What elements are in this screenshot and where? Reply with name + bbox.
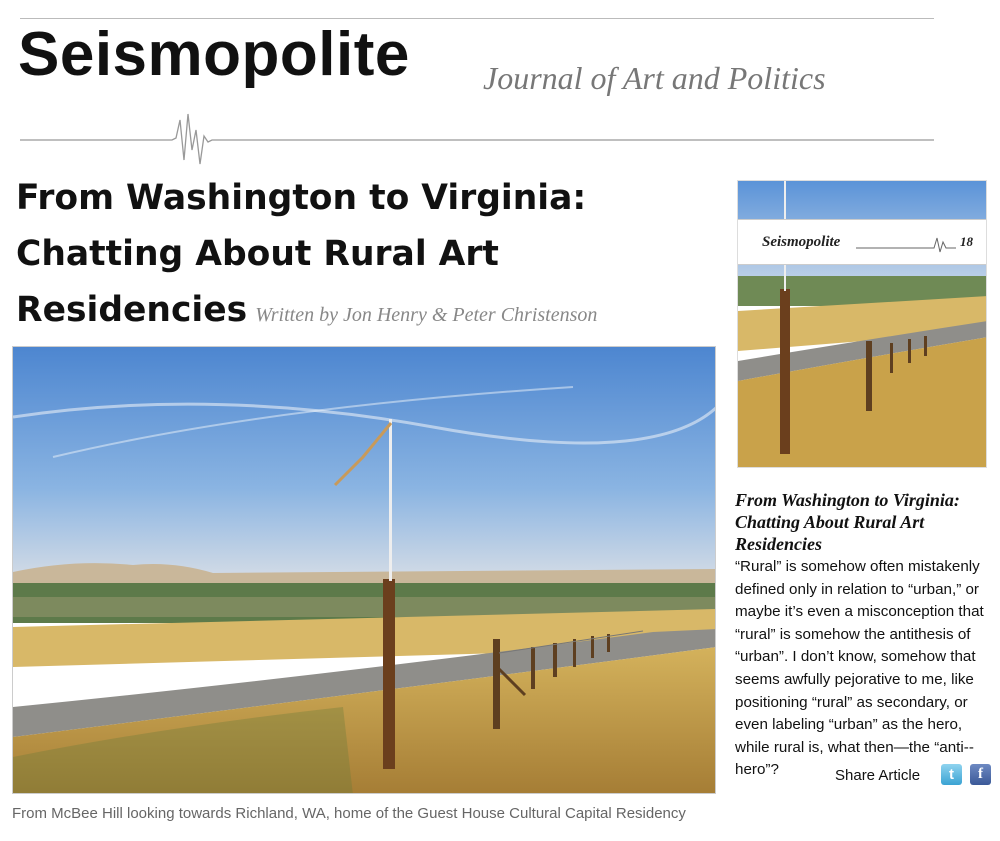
share-article-label: Share Article — [835, 767, 921, 784]
thumbnail-pulse-line — [856, 234, 956, 254]
site-logo[interactable]: Seismopolite — [18, 20, 410, 89]
article-hero-photo — [12, 346, 716, 794]
thumbnail-issue-number: 18 — [960, 234, 973, 249]
sidebar-article-title[interactable]: From Washington to Virginia: Chatting About Rural Art Residencies — [735, 490, 960, 554]
article-byline: Written by Jon Henry & Peter Christenson — [255, 304, 598, 326]
site-tagline: Journal of Art and Politics — [483, 60, 826, 96]
photo-caption: From McBee Hill looking towards Richland, WA, home of the Guest House Cultural Capital Residency — [12, 805, 686, 822]
article-title-text: From Washington to Virginia: Chatting About Rural Art Residencies — [16, 178, 587, 330]
issue-cover-thumbnail[interactable] — [737, 180, 987, 468]
article-title — [16, 170, 696, 343]
seismograph-pulse-line — [20, 112, 934, 167]
header-top-rule — [20, 18, 934, 19]
thumbnail-brand: Seismopolite — [762, 234, 841, 250]
facebook-icon[interactable]: f — [970, 764, 991, 785]
sidebar-article-excerpt: “Rural” is somehow often mistakenly defined only in relation to “urban,” or maybe it’s even a misconception that “rural” is somehow the antithesis of “urban”. I don’t know, somehow that seems awfully pejorative to me, like positioning “rural” as secondary, or even labeling “urban” as the hero, while rural is, what then—the “anti--hero”? — [735, 558, 984, 779]
twitter-icon[interactable]: t — [941, 764, 962, 785]
thumbnail-masthead — [738, 219, 987, 265]
